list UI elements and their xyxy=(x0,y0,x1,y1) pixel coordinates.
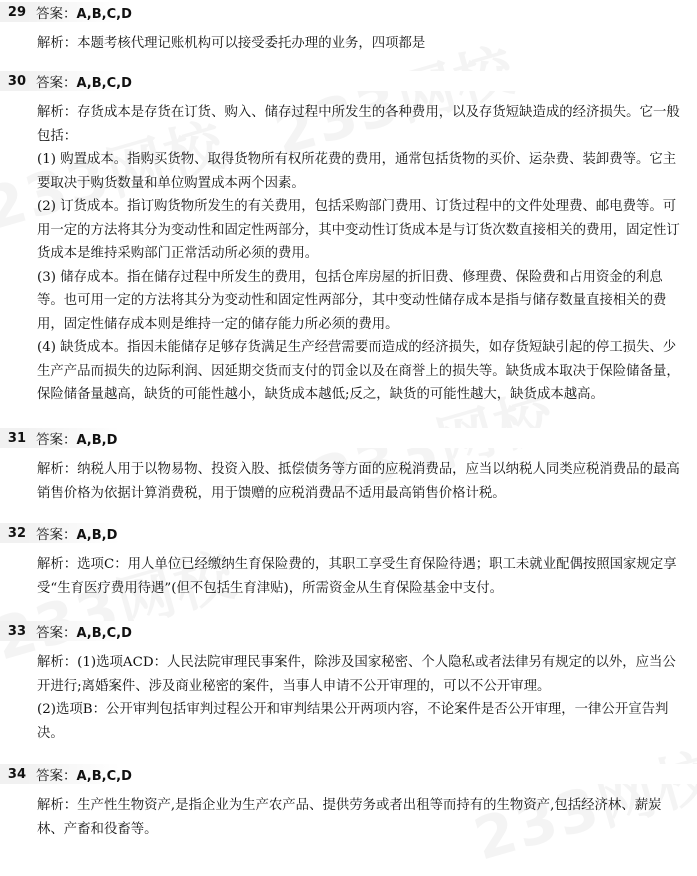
answer-value: A,B,C,D xyxy=(76,76,132,91)
explanation-line: 解析：(1)选项ACD：人民法院审理民事案件，除涉及国家秘密、个人隐私或者法律另有规定的以外，应当公 xyxy=(37,655,676,670)
explanation-line: 解析：纳税人用于以物易物、投资入股、抵偿债务等方面的应税消费品，应当以纳税人同类应税消费品的最高 xyxy=(37,462,680,477)
explanation-line: 解析：生产性生物资产,是指企业为生产农产品、提供劳务或者出租等而持有的生物资产,包括经济林、薪炭 xyxy=(37,798,662,813)
explanation-line: (2)选项B：公开审判包括审判过程公开和审判结果公开两项内容，不论案件是否公开审理，一律公开宣告判 xyxy=(37,702,669,717)
answer-header xyxy=(0,523,697,543)
answer-header xyxy=(0,71,697,91)
answer-value: A,B,D xyxy=(76,433,118,448)
answer-label: 答案： xyxy=(36,75,77,91)
answer-line xyxy=(36,71,132,91)
answer-label: 答案： xyxy=(36,432,77,448)
answer-header xyxy=(0,764,697,784)
question-block xyxy=(0,428,697,448)
explanation-line: 要取决于购货数量和单位购置成本两个因素。 xyxy=(37,175,305,191)
answer-label: 答案： xyxy=(36,625,77,641)
answer-label: 答案： xyxy=(36,527,77,543)
answer-line xyxy=(36,428,117,448)
question-block xyxy=(0,764,697,784)
explanation-line: 销售价格为依据计算消费税，用于馈赠的应税消费品不适用最高销售价格计税。 xyxy=(37,485,506,501)
question-block xyxy=(0,71,697,91)
question-number: 31 xyxy=(7,430,26,446)
explanation-line: 用一定的方法将其分为变动性和固定性两部分，其中变动性订货成本是与订货次数直接相关的费用，固定性订 xyxy=(37,222,680,238)
explanation-line: 等。也可用一定的方法将其分为变动性和固定性两部分，其中变动性储存成本是指与储存数量直接相关的费 xyxy=(37,293,667,308)
explanation xyxy=(37,651,687,745)
explanation xyxy=(37,458,687,505)
answer-line xyxy=(36,621,132,641)
explanation-line: 用，固定性储存成本则是维持一定的储存能力所必须的费用。 xyxy=(37,316,399,332)
question-block xyxy=(0,523,697,543)
explanation-line: 解析：本题考核代理记账机构可以接受委托办理的业务，四项都是 xyxy=(37,36,426,51)
answer-header xyxy=(0,621,697,641)
explanation xyxy=(37,101,687,407)
explanation-line: (3) 储存成本。指在储存过程中所发生的费用，包括仓库房屋的折旧费、修理费、保险费和占用资金的利息 xyxy=(37,269,663,285)
explanation-line: 货成本是维持采购部门正常活动所必须的费用。 xyxy=(37,246,319,261)
answer-line xyxy=(36,2,132,22)
question-number: 34 xyxy=(7,766,26,782)
answer-line xyxy=(36,523,117,543)
explanation-line: 包括： xyxy=(37,128,78,144)
explanation-line: 决。 xyxy=(37,725,64,741)
answer-value: A,B,C,D xyxy=(76,626,132,641)
explanation xyxy=(37,553,687,600)
answer-line xyxy=(36,764,132,784)
question-number: 33 xyxy=(7,623,26,639)
answer-label: 答案： xyxy=(36,768,77,784)
answer-value: A,B,C,D xyxy=(76,7,132,22)
explanation-line: 林、产畜和役畜等。 xyxy=(37,821,158,837)
explanation-line: 保险储备量越高，缺货的可能性越小，缺货成本越低;反之，缺货的可能性越大，缺货成本越高。 xyxy=(37,387,604,402)
explanation xyxy=(37,794,687,841)
question-block xyxy=(0,2,697,22)
question-number: 29 xyxy=(7,4,26,20)
explanation-line: 开进行;离婚案件、涉及商业秘密的案件，当事人申请不公开审理的，可以不公开审理。 xyxy=(37,678,551,694)
explanation-line: 生产产品而损失的边际利润、因延期交货而支付的罚金以及在商誉上的损失等。缺货成本取决于保险储备量， xyxy=(37,363,680,379)
answer-header xyxy=(0,428,697,448)
question-number: 30 xyxy=(7,73,26,89)
answer-header xyxy=(0,2,697,22)
answer-value: A,B,C,D xyxy=(76,769,132,784)
explanation xyxy=(37,32,687,56)
explanation-line: (2) 订货成本。指订购货物所发生的有关费用，包括采购部门费用、订货过程中的文件处理费、邮电费等。可 xyxy=(37,199,677,214)
answer-value: A,B,D xyxy=(76,528,118,543)
explanation-line: 受“生育医疗费用待遇”(但不包括生育津贴)，所需资金从生育保险基金中支付。 xyxy=(37,580,504,596)
explanation-line: 解析：选项C：用人单位已经缴纳生育保险费的，其职工享受生育保险待遇；职工未就业配偶按照国家规定享 xyxy=(37,557,677,572)
explanation-line: (1) 购置成本。指购买货物、取得货物所有权所花费的费用，通常包括货物的买价、运杂费、装卸费等。它主 xyxy=(37,152,677,167)
question-block xyxy=(0,621,697,641)
explanation-line: 解析：存货成本是存货在订货、购入、储存过程中所发生的各种费用，以及存货短缺造成的经济损失。它一般 xyxy=(37,105,680,120)
question-number: 32 xyxy=(7,525,26,541)
explanation-line: (4) 缺货成本。指因未能储存足够存货满足生产经营需要而造成的经济损失，如存货短缺引起的停工损失、少 xyxy=(37,340,677,355)
answer-label: 答案： xyxy=(36,6,77,22)
